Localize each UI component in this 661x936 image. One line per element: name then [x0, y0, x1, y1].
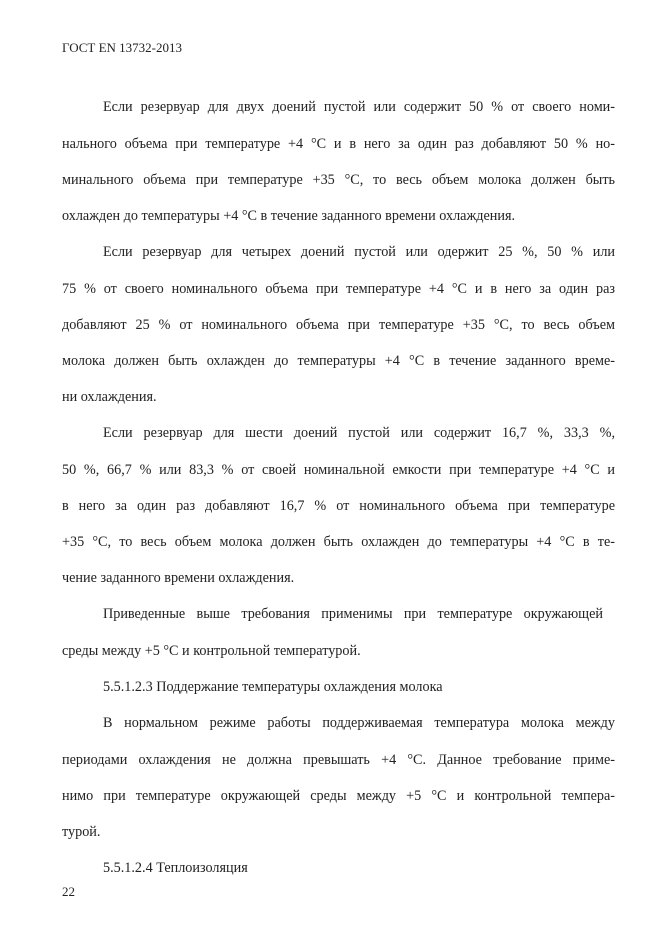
text-line: добавляют 25 % от номинального объема при температуре +35 °C, то весь объем — [62, 317, 615, 333]
page-number: 22 — [62, 884, 75, 899]
section-heading: 5.5.1.2.4 Теплоизоляция — [103, 860, 248, 876]
text-line: Если резервуар для двух доений пустой или содержит 50 % от своего номи- — [103, 99, 615, 115]
text-line: нального объема при температуре +4 °C и в него за один раз добавляют 50 % но- — [62, 136, 615, 152]
text-line: нимо при температуре окружающей среды между +5 °C и контрольной темпера- — [62, 788, 615, 804]
text-line: Если резервуар для четырех доений пустой или одержит 25 %, 50 % или — [103, 244, 615, 260]
text-line: Приведенные выше требования применимы при температуре окружающей — [103, 606, 603, 622]
page-header: ГОСТ EN 13732-2013 — [62, 40, 183, 55]
text-line: молока должен быть охлажден до температуры +4 °C в течение заданного време- — [62, 353, 615, 369]
text-line: среды между +5 °C и контрольной температурой. — [62, 643, 361, 659]
text-line: ни охлаждения. — [62, 389, 157, 405]
text-line: чение заданного времени охлаждения. — [62, 570, 295, 586]
text-line: В нормальном режиме работы поддерживаемая температура молока между — [103, 715, 615, 731]
text-line: минального объема при температуре +35 °C, то весь объем молока должен быть — [62, 172, 615, 188]
text-line: в него за один раз добавляют 16,7 % от номинального объема при температуре — [62, 498, 615, 514]
text-line: периодами охлаждения не должна превышать +4 °C. Данное требование приме- — [62, 752, 615, 768]
text-line: 75 % от своего номинального объема при температуре +4 °C и в него за один раз — [62, 281, 615, 297]
text-line: охлажден до температуры +4 °C в течение заданного времени охлаждения. — [62, 208, 516, 224]
text-line: Если резервуар для шести доений пустой или содержит 16,7 %, 33,3 %, — [103, 425, 615, 441]
section-heading: 5.5.1.2.3 Поддержание температуры охлаждения молока — [103, 679, 443, 695]
text-line: 50 %, 66,7 % или 83,3 % от своей номинальной емкости при температуре +4 °C и — [62, 462, 615, 478]
text-line: турой. — [62, 824, 101, 840]
text-line: +35 °C, то весь объем молока должен быть охлажден до температуры +4 °C в те- — [62, 534, 615, 550]
